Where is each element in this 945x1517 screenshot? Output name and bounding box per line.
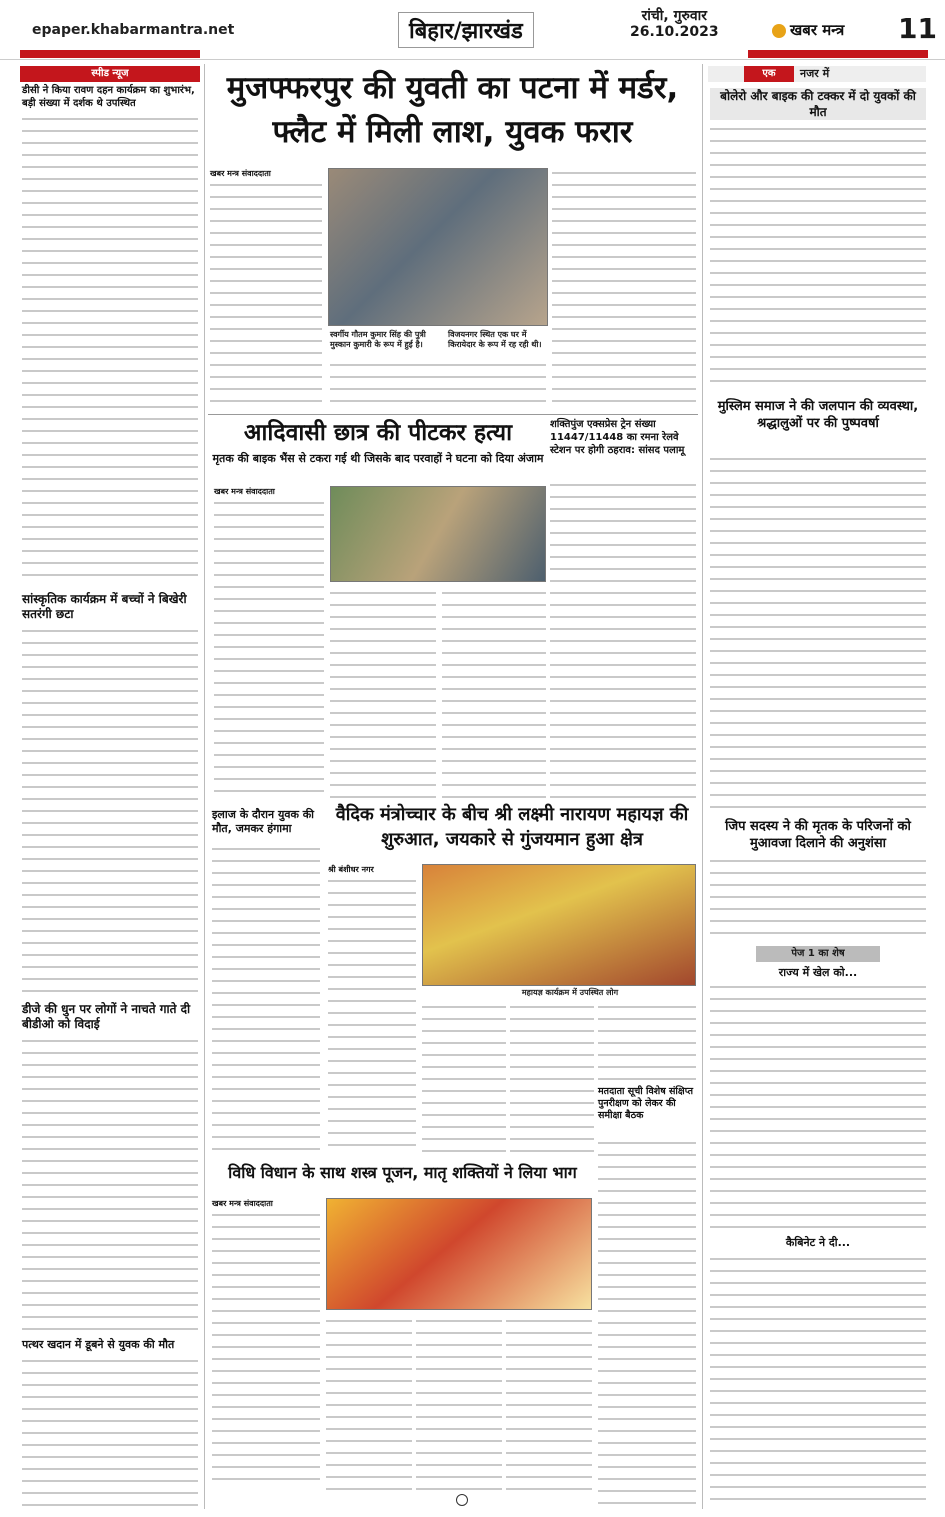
article-2-col-1 [214, 498, 324, 798]
headline-2: आदिवासी छात्र की पीटकर हत्या [243, 420, 513, 446]
byline-1: खबर मन्त्र संवाददाता [210, 169, 271, 178]
main-photo-1 [328, 168, 548, 326]
issue-date: 26.10.2023 [630, 24, 719, 40]
photo-caption-1b: विजयनगर स्थित एक घर में किरायेदार के रूप में रह रही थी। [448, 330, 542, 349]
logo-icon [772, 24, 786, 38]
side-article-rail-body [550, 480, 696, 798]
article-2-col-2 [330, 588, 436, 798]
subhead-2: मृतक की बाइक भैंस से टकरा गई थी जिसके बाद परवाहों ने घटना को दिया अंजाम [212, 452, 544, 465]
section-title: बिहार/झारखंड [398, 12, 534, 48]
speed-news-bar [20, 66, 200, 82]
right-headline-5: कैबिनेट ने दी... [785, 1236, 851, 1249]
right-headline-3: जिप सदस्य ने की मृतक के परिजनों को मुआवजा दिलाने की अनुशंसा [725, 819, 911, 851]
left-headline-1: डीसी ने किया रावण दहन कार्यक्रम का शुभारंभ, बड़ी संख्या में दर्शक थे उपस्थित [22, 85, 195, 109]
main-article-1-col-3 [552, 168, 696, 412]
small-headline: इलाज के दौरान युवक की मौत, जमकर हंगामा [212, 808, 315, 835]
ek-label: एक [744, 66, 794, 82]
article-2-col-3 [442, 588, 546, 798]
registration-mark-icon [456, 1494, 468, 1506]
article-4-col-2 [326, 1316, 412, 1490]
brand-logo [772, 20, 844, 40]
left-article-4-body [22, 1356, 198, 1506]
speed-news-label: स्पीड न्यूज [20, 66, 200, 82]
left-article-1-body [22, 114, 198, 584]
article-3-col-3 [510, 1002, 594, 1154]
site-url[interactable]: epaper.khabarmantra.net [32, 22, 235, 38]
left-article-3-body [22, 1036, 198, 1332]
side-article-2-body [598, 1138, 696, 1508]
article-4-col-1 [212, 1210, 320, 1490]
side-headline-rail: शक्तिपुंज एक्सप्रेस ट्रेन संख्या 11447/11448 का रमना रेलवे स्टेशन पर होगी ठहराव: सांसद पलामू [550, 419, 685, 456]
section-divider [208, 414, 698, 415]
byline-4: खबर मन्त्र संवाददाता [212, 1199, 273, 1208]
column-rule-right [702, 64, 703, 1509]
right-article-1-body [710, 124, 926, 392]
nazar-label: नजर में [800, 67, 830, 80]
main-article-1-col-1 [210, 180, 322, 412]
dateline [630, 8, 719, 40]
left-article-2-body [22, 626, 198, 998]
article-3-col-2 [422, 1002, 506, 1154]
left-headline-4: पत्थर खदान में डूबने से युवक की मौत [22, 1338, 175, 1351]
brand-name: खबर मन्त्र [790, 21, 845, 39]
headline-4: विधि विधान के साथ शस्त्र पूजन, मातृ शक्तियों ने लिया भाग [228, 1163, 577, 1182]
photo-caption-1a: स्वर्गीय गौतम कुमार सिंह की पुत्री मुस्कान कुमारी के रूप में हुई है। [330, 330, 426, 349]
header-accent-right [748, 50, 928, 58]
article-3-col-1 [328, 876, 416, 1154]
right-headline-4: राज्य में खेल को... [778, 966, 858, 979]
main-article-1-col-2 [330, 360, 546, 412]
column-rule [204, 64, 205, 1509]
page1-label: पेज 1 का शेष [791, 948, 845, 959]
byline-2: खबर मन्त्र संवाददाता [214, 487, 275, 496]
main-headline: मुजफ्फरपुर की युवती का पटना में मर्डर, फ्लैट में मिली लाश, युवक फरार [226, 70, 679, 150]
ek-nazar-bar [708, 66, 926, 82]
side-headline-2: मतदाता सूची विशेष संक्षिप्त पुनरीक्षण को लेकर की समीक्षा बैठक [598, 1086, 694, 1121]
right-headline-2: मुस्लिम समाज ने की जलपान की व्यवस्था, श्रद्धालुओं पर की पुष्पवर्षा [717, 399, 919, 431]
page1-continuation-bar [756, 946, 880, 962]
article-4-col-4 [506, 1316, 592, 1490]
headline-3: वैदिक मंत्रोच्चार के बीच श्री लक्ष्मी नारायण महायज्ञ की शुरुआत, जयकारे से गुंजयमान हुआ क्षेत्र [335, 804, 689, 850]
left-headline-3: डीजे की धुन पर लोगों ने नाचते गाते दी बीडीओ को विदाई [22, 1002, 191, 1031]
right-article-2-body [710, 454, 926, 812]
article-3-photo [422, 864, 696, 986]
article-4-col-3 [416, 1316, 502, 1490]
article-2-photo [330, 486, 546, 582]
right-article-5-body [710, 1254, 926, 1508]
photo-caption-3: महायज्ञ कार्यक्रम में उपस्थित लोग [521, 988, 619, 997]
article-4-photo [326, 1198, 592, 1310]
article-3-col-4 [598, 1002, 696, 1082]
page-number: 11 [898, 12, 937, 45]
header-accent-left [20, 50, 200, 58]
right-headline-1: बोलेरो और बाइक की टक्कर में दो युवकों की मौत [710, 88, 926, 120]
right-article-3-body [710, 856, 926, 940]
small-article-body [212, 844, 320, 1154]
left-headline-2: सांस्कृतिक कार्यक्रम में बच्चों ने बिखेरी सतरंगी छटा [22, 592, 187, 621]
city-day: रांची, गुरुवार [641, 8, 708, 24]
byline-3: श्री बंशीधर नगर [328, 865, 374, 874]
right-article-4-body [710, 982, 926, 1232]
